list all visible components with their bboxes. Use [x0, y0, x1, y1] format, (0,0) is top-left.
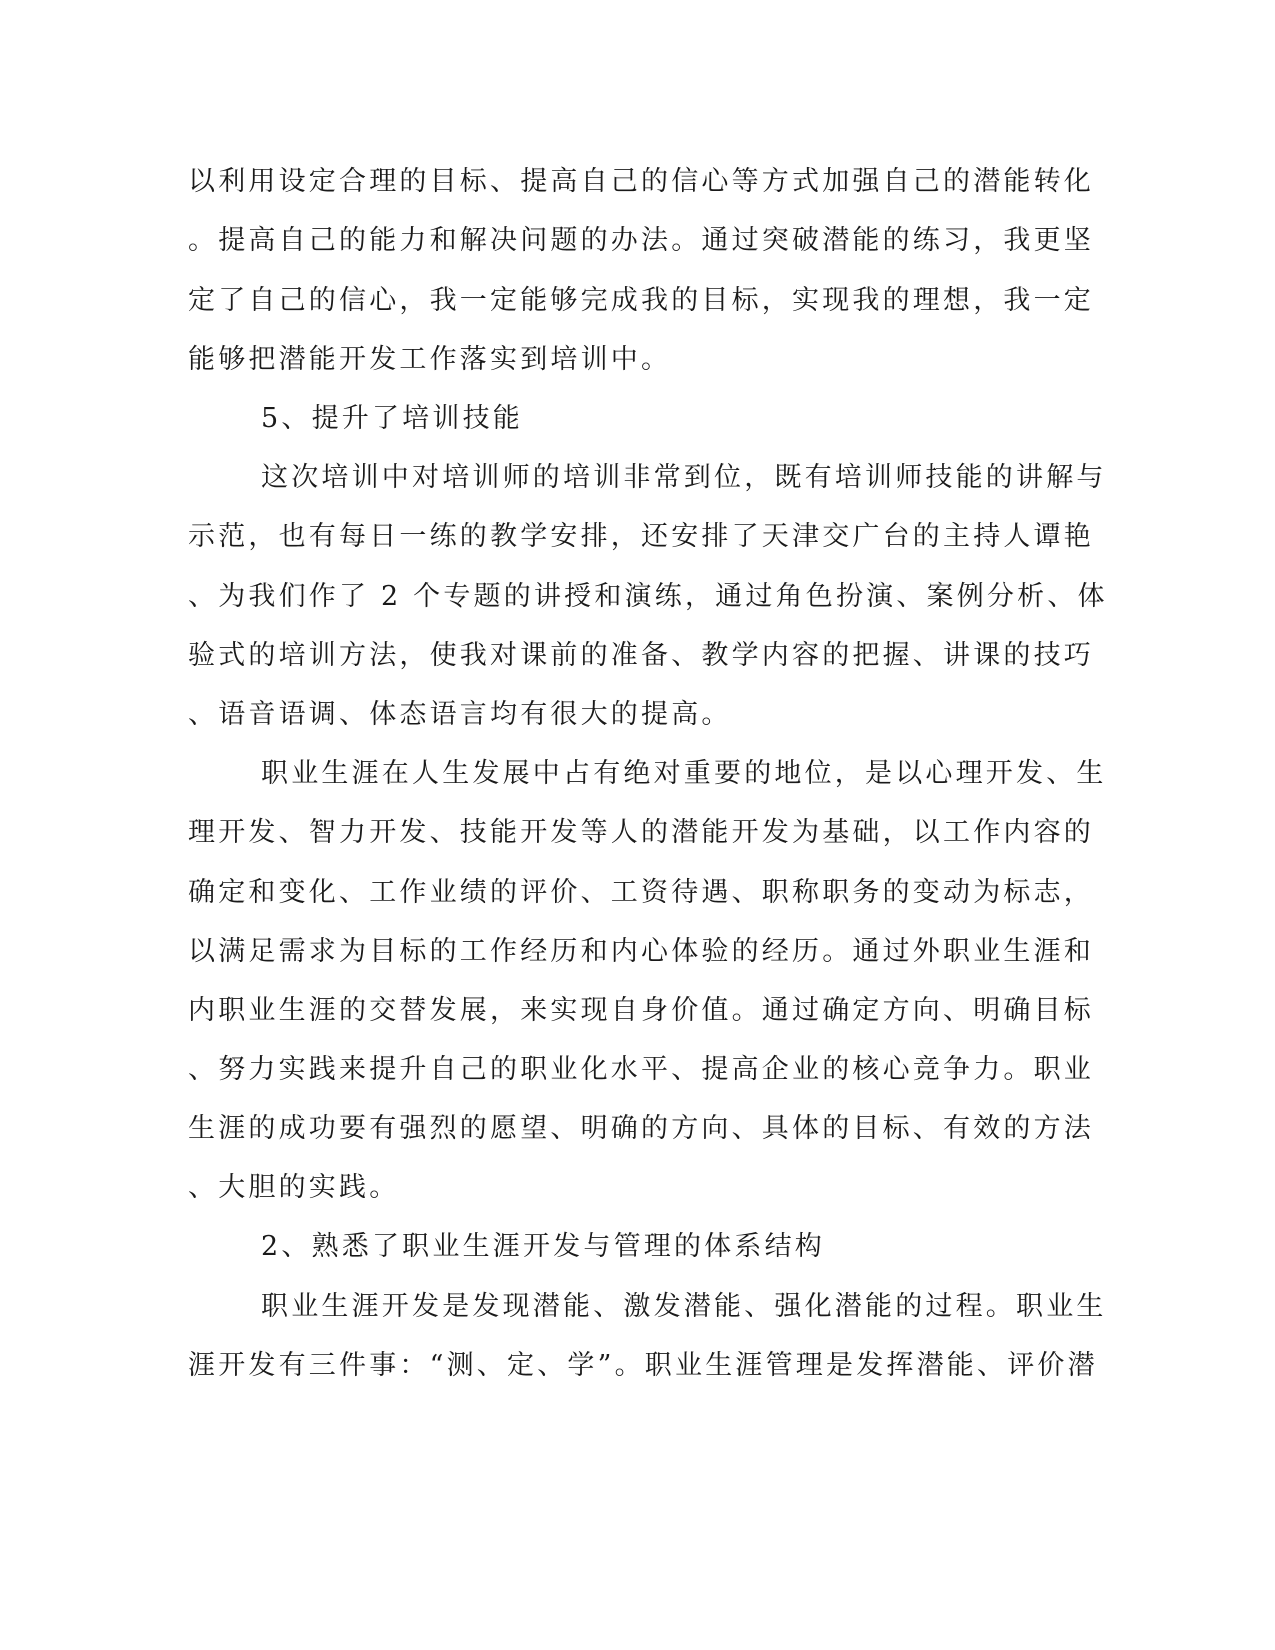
text-line: 、努力实践来提升自己的职业化水平、提高企业的核心竞争力。职业	[188, 1054, 1094, 1085]
text-line: 验式的培训方法，使我对课前的准备、教学内容的把握、讲课的技巧	[188, 640, 1094, 671]
text-line: 定了自己的信心，我一定能够完成我的目标，实现我的理想，我一定	[188, 285, 1094, 316]
section-heading: 2、熟悉了职业生涯开发与管理的体系结构	[261, 1231, 825, 1262]
text-line: 以利用设定合理的目标、提高自己的信心等方式加强自己的潜能转化	[188, 166, 1094, 197]
text-line: 、为我们作了 2 个专题的讲授和演练，通过角色扮演、案例分析、体	[188, 581, 1108, 612]
section-heading: 5、提升了培训技能	[261, 403, 523, 434]
text-line: 理开发、智力开发、技能开发等人的潜能开发为基础，以工作内容的	[188, 817, 1094, 848]
text-line: 。提高自己的能力和解决问题的办法。通过突破潜能的练习，我更坚	[188, 225, 1094, 256]
text-line: 、语音语调、体态语言均有很大的提高。	[188, 699, 732, 730]
paragraph-first-line: 职业生涯开发是发现潜能、激发潜能、强化潜能的过程。职业生	[261, 1291, 1107, 1322]
paragraph-first-line: 这次培训中对培训师的培训非常到位，既有培训师技能的讲解与	[261, 462, 1107, 493]
text-line: 、大胆的实践。	[188, 1172, 400, 1203]
text-line: 示范，也有每日一练的教学安排，还安排了天津交广台的主持人谭艳	[188, 521, 1094, 552]
text-line: 确定和变化、工作业绩的评价、工资待遇、职称职务的变动为标志，	[188, 877, 1094, 908]
text-line: 生涯的成功要有强烈的愿望、明确的方向、具体的目标、有效的方法	[188, 1113, 1094, 1144]
text-line: 涯开发有三件事：“测、定、学”。职业生涯管理是发挥潜能、评价潜	[188, 1350, 1098, 1381]
text-line: 能够把潜能开发工作落实到培训中。	[188, 344, 672, 375]
paragraph-first-line: 职业生涯在人生发展中占有绝对重要的地位，是以心理开发、生	[261, 758, 1107, 789]
text-line: 以满足需求为目标的工作经历和内心体验的经历。通过外职业生涯和	[188, 936, 1094, 967]
text-line: 内职业生涯的交替发展，来实现自身价值。通过确定方向、明确目标	[188, 995, 1094, 1026]
